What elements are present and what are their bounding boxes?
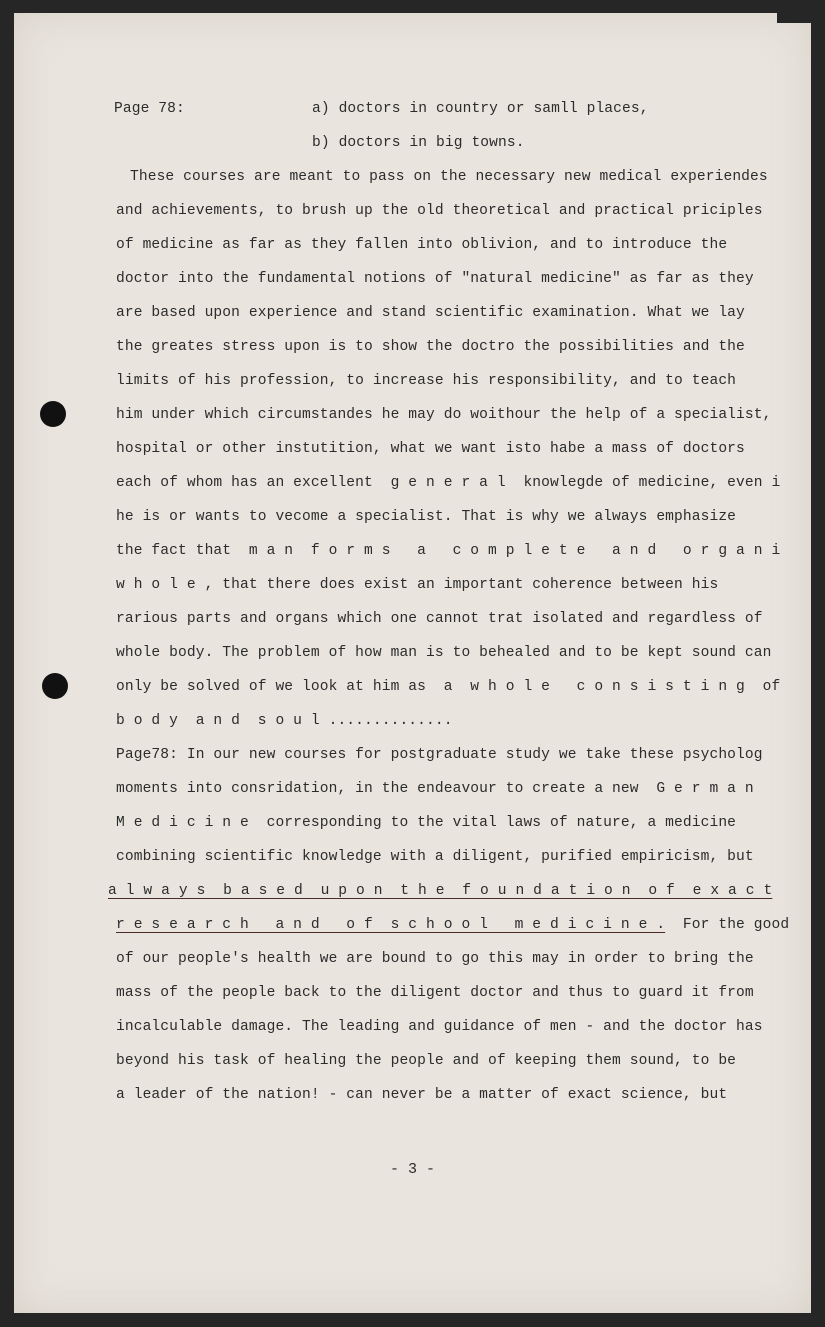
underlined-text-line: a l w a y s b a s e d u p o n t h e f o u n d a t i o n o f e x a c t <box>108 883 773 899</box>
text-line: the fact that m a n f o r m s a c o m p l e t e a n d o r g a n i <box>116 543 781 559</box>
text-line: of medicine as far as they fallen into oblivion, and to introduce the <box>116 237 728 253</box>
text-line: w h o l e , that there does exist an important coherence between his <box>116 577 719 593</box>
text-line: only be solved of we look at him as a w h o l e c o n s i s t i n g of <box>116 679 781 695</box>
trailing-text: For the good <box>665 917 790 933</box>
text-line: mass of the people back to the diligent doctor and thus to guard it from <box>116 985 754 1001</box>
text-line: incalculable damage. The leading and guidance of men - and the doctor has <box>116 1019 763 1035</box>
text-line: moments into consridation, in the endeavour to create a new G e r m a n <box>116 781 754 797</box>
text-line: the greates stress upon is to show the doctro the possibilities and the <box>116 339 745 355</box>
torn-corner <box>777 13 811 23</box>
text-line: rarious parts and organs which one cannot trat isolated and regardless of <box>116 611 763 627</box>
underlined-text-line <box>116 916 789 934</box>
punch-hole <box>40 401 66 427</box>
text-line: him under which circumstandes he may do woithour the help of a specialist, <box>116 407 772 423</box>
document-page <box>14 13 811 1313</box>
text-line: of our people's health we are bound to go this may in order to bring the <box>116 951 754 967</box>
text-line: M e d i c i n e corresponding to the vital laws of nature, a medicine <box>116 815 737 831</box>
text-line: b) doctors in big towns. <box>312 135 525 151</box>
page-reference: Page 78: <box>114 101 185 117</box>
text-line: hospital or other instutition, what we want isto habe a mass of doctors <box>116 441 745 457</box>
text-line: he is or wants to vecome a specialist. That is why we always emphasize <box>116 509 737 525</box>
text-line: and achievements, to brush up the old theoretical and practical priciples <box>116 203 763 219</box>
text-line: doctor into the fundamental notions of "natural medicine" as far as they <box>116 271 754 287</box>
text-line: whole body. The problem of how man is to behealed and to be kept sound can <box>116 645 772 661</box>
text-line: a leader of the nation! - can never be a matter of exact science, but <box>116 1087 728 1103</box>
text-line: combining scientific knowledge with a diligent, purified empiricism, but <box>116 849 754 865</box>
text-line: limits of his profession, to increase his responsibility, and to teach <box>116 373 737 389</box>
text-line: are based upon experience and stand scientific examination. What we lay <box>116 305 745 321</box>
text-line: each of whom has an excellent g e n e r a l knowlegde of medicine, even i <box>116 475 781 491</box>
text-line: beyond his task of healing the people and of keeping them sound, to be <box>116 1053 737 1069</box>
text-line: b o d y a n d s o u l .............. <box>116 713 453 729</box>
text-line: a) doctors in country or samll places, <box>312 101 649 117</box>
underlined-phrase: r e s e a r c h a n d o f s c h o o l m e d i c i n e . <box>116 917 666 933</box>
page-number: - 3 - <box>389 1161 435 1178</box>
text-line: Page78: In our new courses for postgraduate study we take these psycholog <box>116 747 763 763</box>
text-line: These courses are meant to pass on the necessary new medical experiendes <box>130 169 768 185</box>
punch-hole <box>42 673 68 699</box>
